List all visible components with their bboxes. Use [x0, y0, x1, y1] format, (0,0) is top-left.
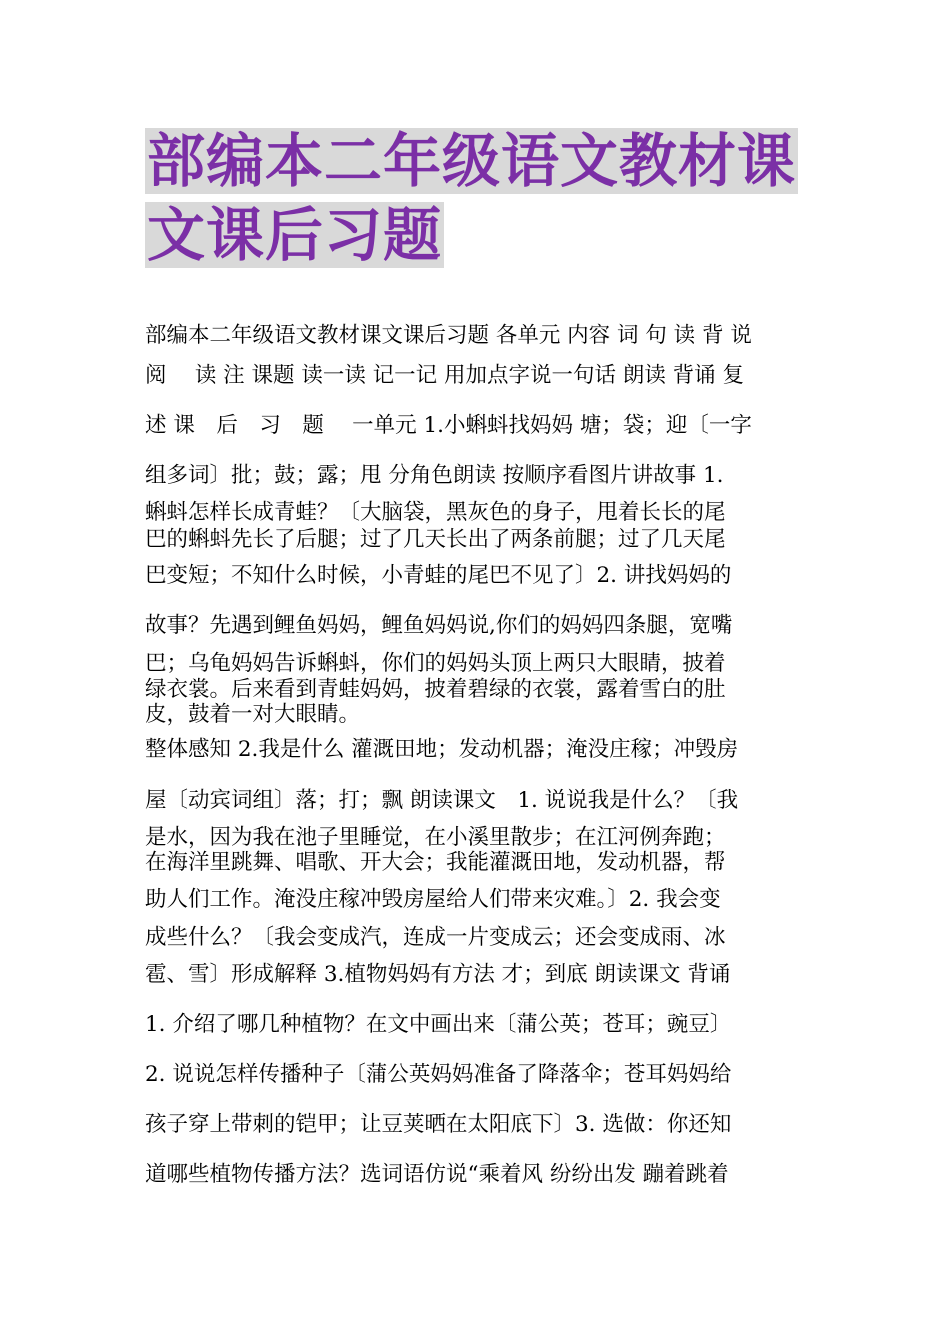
title-line-2: 文课后习题	[147, 201, 443, 269]
body-line-12: 整体感知 2.我是什么 灌溉田地；发动机器；淹没庄稼；冲毁房	[145, 737, 739, 762]
body-line-16: 助人们工作。淹没庄稼冲毁房屋给人们带来灾难。〕2. 我会变	[145, 887, 721, 912]
body-line-9: 巴；乌龟妈妈告诉蝌蚪，你们的妈妈头顶上两只大眼睛，披着	[145, 651, 726, 676]
title-line-1: 部编本二年级语文教材课	[147, 127, 797, 195]
body-line-1: 部编本二年级语文教材课文课后习题 各单元 内容 词 句 读 背 说	[145, 323, 752, 348]
body-line-14: 是水，因为我在池子里睡觉，在小溪里散步；在江河例奔跑；	[145, 825, 726, 850]
body-line-21: 孩子穿上带刺的铠甲；让豆荚晒在太阳底下〕3. 选做：你还知	[145, 1112, 732, 1137]
body-line-15: 在海洋里跳舞、唱歌、开大会；我能灌溉田地，发动机器，帮	[145, 850, 726, 875]
body-line-17: 成些什么？〔我会变成汽，连成一片变成云；还会变成雨、冰	[145, 925, 726, 950]
body-line-11: 皮，鼓着一对大眼睛。	[145, 702, 361, 727]
body-line-10: 绿衣裳。后来看到青蛙妈妈，披着碧绿的衣裳，露着雪白的肚	[145, 677, 726, 702]
body-line-4: 组多词〕批；鼓；露；甩 分角色朗读 按顺序看图片讲故事 1.	[145, 463, 724, 488]
document-title	[145, 128, 810, 268]
body-line-7: 巴变短；不知什么时候，小青蛙的尾巴不见了〕2. 讲找妈妈的	[145, 563, 732, 588]
body-line-22: 道哪些植物传播方法？选词语仿说“乘着风 纷纷出发 蹦着跳着	[145, 1162, 729, 1187]
body-line-13: 屋〔动宾词组〕落；打；飘 朗读课文 1. 说说我是什么？〔我	[145, 788, 739, 813]
body-line-2: 阅 读 注 课题 读一读 记一记 用加点字说一句话 朗读 背诵 复	[145, 363, 745, 388]
body-line-6: 巴的蝌蚪先长了后腿；过了几天长出了两条前腿；过了几天尾	[145, 527, 726, 552]
body-line-3: 述 课 后 习 题 一单元 1.小蝌蚪找妈妈 塘；袋；迎〔一字	[145, 413, 752, 438]
body-line-20: 2. 说说怎样传播种子〔蒲公英妈妈准备了降落伞；苍耳妈妈给	[145, 1062, 732, 1087]
body-line-5: 蝌蚪怎样长成青蛙？〔大脑袋，黑灰色的身子，甩着长长的尾	[145, 500, 726, 525]
body-line-8: 故事？先遇到鲤鱼妈妈，鲤鱼妈妈说,你们的妈妈四条腿，宽嘴	[145, 613, 733, 638]
body-line-19: 1. 介绍了哪几种植物？在文中画出来〔蒲公英；苍耳；豌豆〕	[145, 1012, 732, 1037]
body-line-18: 雹、雪〕形成解释 3.植物妈妈有方法 才；到底 朗读课文 背诵	[145, 962, 731, 987]
